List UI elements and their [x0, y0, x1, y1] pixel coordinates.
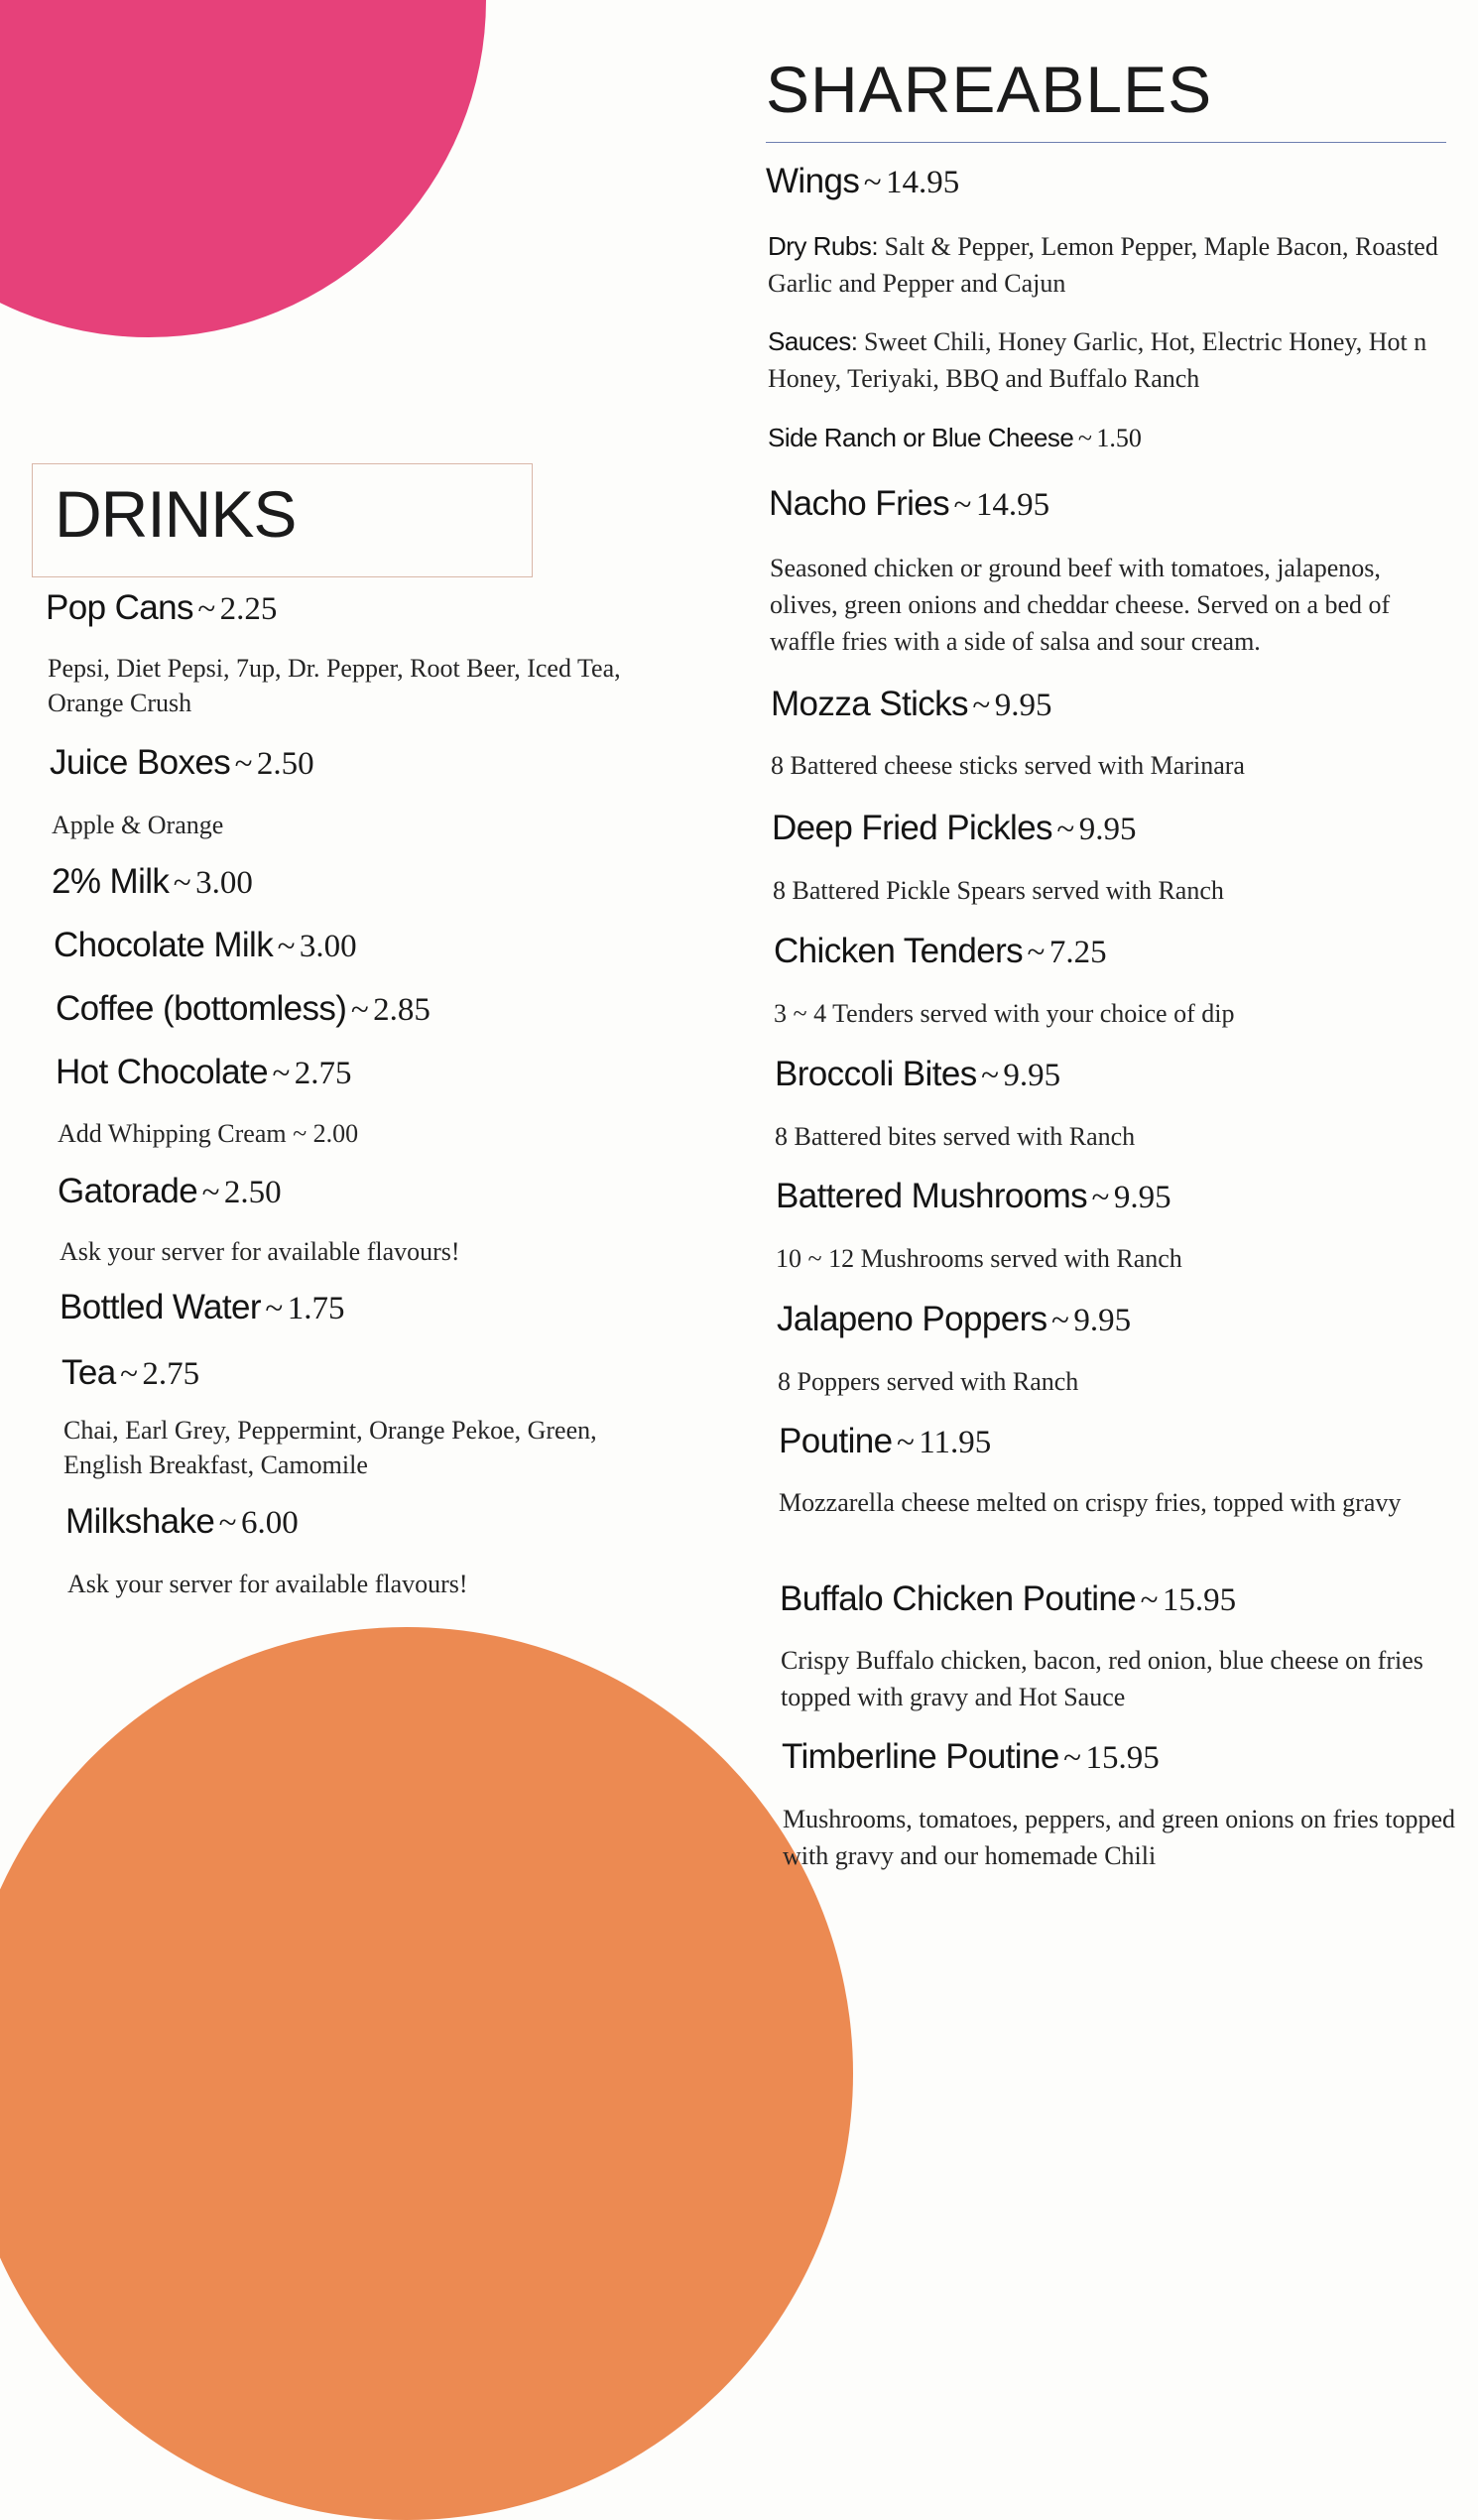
drink-description: Ask your server for available flavours!: [60, 1237, 460, 1266]
shareable-item: Deep Fried Pickles ~ 9.95: [772, 809, 1137, 847]
shareable-item: Chicken Tenders ~ 7.25: [774, 932, 1107, 970]
shareable-item: Nacho Fries ~ 14.95: [769, 484, 1050, 523]
drink-item: Coffee (bottomless) ~ 2.85: [56, 989, 431, 1028]
shareable-description: Mushrooms, tomatoes, peppers, and green onions on fries topped with gravy and our homemade Chili: [783, 1805, 1456, 1870]
side-dip-item: Side Ranch or Blue Cheese ~ 1.50: [768, 423, 1142, 452]
shareable-description: Mozzarella cheese melted on crispy fries, topped with gravy: [779, 1488, 1402, 1517]
drink-description: Add Whipping Cream ~ 2.00: [58, 1119, 359, 1148]
shareable-description: 8 Battered Pickle Spears served with Ranch: [773, 876, 1224, 905]
drink-item: Tea ~ 2.75: [62, 1353, 200, 1392]
drink-description: Pepsi, Diet Pepsi, 7up, Dr. Pepper, Root Beer, Iced Tea, Orange Crush: [48, 654, 621, 717]
drink-item: Pop Cans ~ 2.25: [46, 588, 278, 627]
shareable-description: 3 ~ 4 Tenders served with your choice of dip: [774, 999, 1235, 1028]
title-divider: [766, 142, 1446, 143]
shareable-item: Timberline Poutine ~ 15.95: [782, 1737, 1160, 1776]
drinks-title: DRINKS: [55, 477, 297, 551]
shareable-item: Mozza Sticks ~ 9.95: [771, 685, 1052, 723]
drink-description: Apple & Orange: [52, 811, 224, 839]
shareable-description: 8 Battered bites served with Ranch: [775, 1122, 1136, 1151]
drink-name: Pop Cans: [46, 588, 193, 627]
shareables-title: SHAREABLES: [766, 53, 1213, 126]
shareable-item: Buffalo Chicken Poutine ~ 15.95: [780, 1579, 1237, 1618]
shareable-description: 10 ~ 12 Mushrooms served with Ranch: [776, 1244, 1182, 1273]
drink-item: Chocolate Milk ~ 3.00: [54, 926, 357, 964]
drink-item: Gatorade ~ 2.50: [58, 1172, 282, 1210]
orange-semicircle-decoration: [0, 1627, 853, 2520]
drink-item: Hot Chocolate ~ 2.75: [56, 1053, 352, 1091]
drink-item: 2% Milk ~ 3.00: [52, 862, 253, 901]
drink-description: Chai, Earl Grey, Peppermint, Orange Pekoe, Green, English Breakfast, Camomile: [63, 1416, 597, 1479]
shareable-item: Jalapeno Poppers ~ 9.95: [777, 1300, 1132, 1338]
shareable-description: Seasoned chicken or ground beef with tomatoes, jalapenos, olives, green onions and cheddar cheese. Served on a bed of waffle fries with a side of salsa and sour cream.: [770, 554, 1391, 656]
dry-rubs-description: Dry Rubs: Salt & Pepper, Lemon Pepper, Maple Bacon, Roasted Garlic and Pepper and Cajun: [768, 231, 1438, 298]
shareable-description: 8 Battered cheese sticks served with Marinara: [771, 751, 1245, 780]
drink-description: Ask your server for available flavours!: [67, 1570, 468, 1598]
drink-item: Bottled Water ~ 1.75: [60, 1288, 345, 1326]
shareable-description: 8 Poppers served with Ranch: [778, 1367, 1079, 1396]
drink-item: Juice Boxes ~ 2.50: [50, 743, 314, 782]
shareable-item: Wings ~ 14.95: [766, 162, 960, 200]
shareable-description: Crispy Buffalo chicken, bacon, red onion, blue cheese on fries topped with gravy and Hot Sauce: [781, 1646, 1423, 1711]
sauces-description: Sauces: Sweet Chili, Honey Garlic, Hot, Electric Honey, Hot n Honey, Teriyaki, BBQ and Buffalo Ranch: [768, 326, 1427, 393]
shareable-item: Battered Mushrooms ~ 9.95: [776, 1177, 1171, 1215]
shareable-item: Broccoli Bites ~ 9.95: [775, 1055, 1061, 1093]
shareable-item: Poutine ~ 11.95: [779, 1422, 992, 1460]
drinks-title-box: [32, 463, 533, 577]
drink-price: 2.25: [219, 591, 278, 627]
pink-circle-decoration: [0, 0, 486, 337]
drink-item: Milkshake ~ 6.00: [65, 1502, 299, 1541]
